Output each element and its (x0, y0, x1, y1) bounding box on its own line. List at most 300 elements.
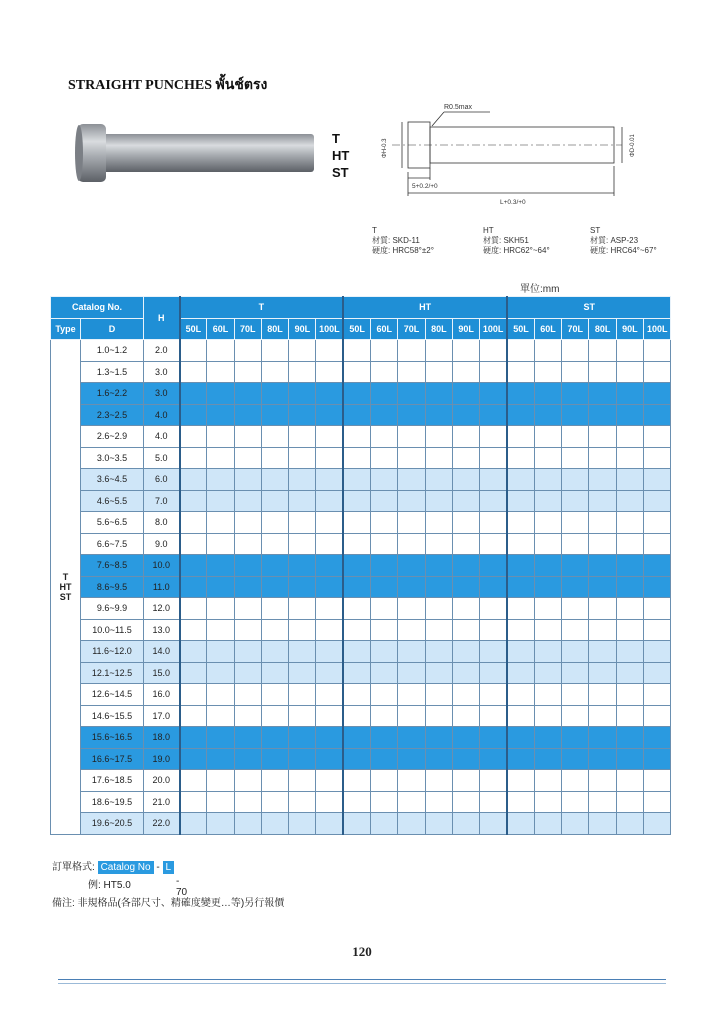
availability-cell (452, 791, 479, 813)
availability-cell (644, 447, 671, 469)
type-cell-value: HT (59, 581, 72, 592)
availability-cell (371, 598, 398, 620)
length-header: 80L (589, 318, 616, 340)
availability-cell (534, 791, 561, 813)
h-value: 10.0 (144, 555, 180, 577)
specification-table (50, 296, 671, 835)
availability-cell (589, 383, 616, 405)
availability-cell (616, 727, 643, 749)
availability-cell (343, 576, 370, 598)
availability-cell (616, 533, 643, 555)
availability-cell (562, 662, 589, 684)
availability-cell (234, 361, 261, 383)
availability-cell (289, 426, 316, 448)
availability-cell (398, 662, 425, 684)
availability-cell (616, 361, 643, 383)
availability-cell (589, 533, 616, 555)
availability-cell (371, 426, 398, 448)
availability-cell (234, 490, 261, 512)
d-value: 7.6~8.5 (81, 555, 144, 577)
availability-cell (316, 705, 343, 727)
availability-cell (289, 383, 316, 405)
availability-cell (452, 426, 479, 448)
availability-cell (343, 770, 370, 792)
availability-cell (261, 340, 288, 362)
availability-cell (507, 684, 534, 706)
length-header: 100L (480, 318, 507, 340)
availability-cell (534, 662, 561, 684)
availability-cell (180, 447, 207, 469)
availability-cell (207, 662, 234, 684)
h-value: 19.0 (144, 748, 180, 770)
availability-cell (207, 383, 234, 405)
availability-cell (616, 555, 643, 577)
availability-cell (644, 770, 671, 792)
availability-cell (507, 469, 534, 491)
order-example (88, 876, 188, 898)
group-header-st: ST (507, 297, 671, 319)
availability-cell (644, 340, 671, 362)
availability-cell (207, 727, 234, 749)
availability-cell (180, 727, 207, 749)
availability-cell (644, 791, 671, 813)
availability-cell (507, 361, 534, 383)
availability-cell (316, 361, 343, 383)
availability-cell (234, 662, 261, 684)
availability-cell (261, 383, 288, 405)
availability-cell (289, 813, 316, 835)
availability-cell (261, 598, 288, 620)
d-value: 3.0~3.5 (81, 447, 144, 469)
length-header: 50L (507, 318, 534, 340)
availability-cell (289, 727, 316, 749)
availability-cell (180, 619, 207, 641)
availability-cell (507, 598, 534, 620)
availability-cell (589, 619, 616, 641)
table-row (51, 404, 671, 426)
availability-cell (534, 512, 561, 534)
h-value: 15.0 (144, 662, 180, 684)
availability-cell (480, 576, 507, 598)
order-example-label: 例: HT5.0 (88, 880, 131, 891)
availability-cell (180, 555, 207, 577)
availability-cell (316, 490, 343, 512)
availability-cell (316, 512, 343, 534)
availability-cell (180, 684, 207, 706)
availability-cell (371, 469, 398, 491)
availability-cell (343, 490, 370, 512)
material-ht: HT 材質: SKH51 硬度: HRC62°~64° (483, 226, 550, 255)
availability-cell (562, 426, 589, 448)
availability-cell (452, 383, 479, 405)
availability-cell (480, 705, 507, 727)
head-length: 5+0.2/+0 (412, 183, 438, 190)
type-label-st: ST (332, 165, 349, 180)
length-header: 90L (452, 318, 479, 340)
availability-cell (180, 512, 207, 534)
availability-cell (343, 555, 370, 577)
d-value: 3.6~4.5 (81, 469, 144, 491)
availability-cell (616, 705, 643, 727)
availability-cell (452, 770, 479, 792)
availability-cell (644, 598, 671, 620)
availability-cell (316, 641, 343, 663)
availability-cell (289, 469, 316, 491)
availability-cell (425, 619, 452, 641)
availability-cell (261, 447, 288, 469)
availability-cell (261, 641, 288, 663)
availability-cell (371, 791, 398, 813)
h-value: 22.0 (144, 813, 180, 835)
availability-cell (398, 361, 425, 383)
d-value: 9.6~9.9 (81, 598, 144, 620)
availability-cell (534, 447, 561, 469)
table-row (51, 813, 671, 835)
availability-cell (207, 426, 234, 448)
availability-cell (480, 598, 507, 620)
availability-cell (534, 490, 561, 512)
availability-cell (398, 684, 425, 706)
availability-cell (343, 361, 370, 383)
table-row (51, 770, 671, 792)
availability-cell (534, 598, 561, 620)
availability-cell (261, 555, 288, 577)
d-value: 2.6~2.9 (81, 426, 144, 448)
availability-cell (644, 490, 671, 512)
footer-rule (58, 979, 666, 980)
d-value: 12.6~14.5 (81, 684, 144, 706)
availability-cell (589, 512, 616, 534)
availability-cell (398, 340, 425, 362)
availability-cell (289, 598, 316, 620)
availability-cell (371, 361, 398, 383)
h-value: 14.0 (144, 641, 180, 663)
availability-cell (425, 447, 452, 469)
order-note: 備注: 非規格品(各部尺寸、精確度變更…等)另行報價 (52, 898, 285, 909)
availability-cell (562, 555, 589, 577)
availability-cell (616, 426, 643, 448)
availability-cell (343, 748, 370, 770)
h-value: 7.0 (144, 490, 180, 512)
h-value: 8.0 (144, 512, 180, 534)
availability-cell (343, 469, 370, 491)
availability-cell (234, 684, 261, 706)
availability-cell (180, 426, 207, 448)
availability-cell (234, 512, 261, 534)
availability-cell (589, 447, 616, 469)
availability-cell (425, 684, 452, 706)
availability-cell (452, 705, 479, 727)
d-value: 14.6~15.5 (81, 705, 144, 727)
availability-cell (398, 555, 425, 577)
h-value: 20.0 (144, 770, 180, 792)
length-header: 70L (562, 318, 589, 340)
table-row (51, 576, 671, 598)
availability-cell (234, 791, 261, 813)
availability-cell (289, 791, 316, 813)
availability-cell (371, 555, 398, 577)
table-row (51, 705, 671, 727)
availability-cell (425, 533, 452, 555)
availability-cell (452, 619, 479, 641)
availability-cell (425, 705, 452, 727)
availability-cell (589, 813, 616, 835)
availability-cell (207, 684, 234, 706)
table-row (51, 426, 671, 448)
availability-cell (562, 469, 589, 491)
availability-cell (616, 770, 643, 792)
length-header: 90L (289, 318, 316, 340)
type-header: Type (51, 318, 81, 340)
d-value: 15.6~16.5 (81, 727, 144, 749)
h-value: 4.0 (144, 404, 180, 426)
availability-cell (180, 705, 207, 727)
availability-cell (398, 748, 425, 770)
availability-cell (371, 340, 398, 362)
availability-cell (562, 684, 589, 706)
availability-cell (507, 641, 534, 663)
availability-cell (316, 383, 343, 405)
availability-cell (207, 555, 234, 577)
availability-cell (480, 619, 507, 641)
availability-cell (371, 684, 398, 706)
availability-cell (644, 533, 671, 555)
availability-cell (207, 791, 234, 813)
availability-cell (452, 361, 479, 383)
availability-cell (589, 791, 616, 813)
availability-cell (425, 340, 452, 362)
d-value: 8.6~9.5 (81, 576, 144, 598)
availability-cell (589, 641, 616, 663)
availability-cell (234, 383, 261, 405)
availability-cell (480, 361, 507, 383)
availability-cell (562, 533, 589, 555)
availability-cell (371, 705, 398, 727)
availability-cell (343, 383, 370, 405)
availability-cell (425, 641, 452, 663)
availability-cell (534, 533, 561, 555)
availability-cell (234, 533, 261, 555)
order-length-box: L (163, 861, 175, 874)
availability-cell (616, 469, 643, 491)
availability-cell (180, 404, 207, 426)
head-dimension: ΦH-0.3 (382, 138, 388, 158)
availability-cell (507, 748, 534, 770)
d-value: 1.3~1.5 (81, 361, 144, 383)
availability-cell (644, 662, 671, 684)
availability-cell (234, 641, 261, 663)
availability-cell (562, 512, 589, 534)
availability-cell (452, 469, 479, 491)
material-st: ST 材質: ASP-23 硬度: HRC64°~67° (590, 226, 657, 255)
availability-cell (180, 770, 207, 792)
availability-cell (644, 426, 671, 448)
availability-cell (289, 361, 316, 383)
availability-cell (207, 533, 234, 555)
availability-cell (261, 426, 288, 448)
availability-cell (534, 361, 561, 383)
availability-cell (534, 813, 561, 835)
availability-cell (398, 598, 425, 620)
availability-cell (589, 705, 616, 727)
availability-cell (316, 469, 343, 491)
h-value: 2.0 (144, 340, 180, 362)
length-header: 60L (371, 318, 398, 340)
order-dash: - (156, 862, 160, 873)
availability-cell (562, 490, 589, 512)
availability-cell (562, 705, 589, 727)
availability-cell (589, 426, 616, 448)
group-header-ht: HT (343, 297, 507, 319)
availability-cell (589, 748, 616, 770)
availability-cell (234, 598, 261, 620)
availability-cell (289, 447, 316, 469)
availability-cell (398, 770, 425, 792)
availability-cell (207, 770, 234, 792)
availability-cell (261, 727, 288, 749)
availability-cell (452, 598, 479, 620)
availability-cell (452, 555, 479, 577)
availability-cell (562, 791, 589, 813)
availability-cell (425, 361, 452, 383)
availability-cell (616, 813, 643, 835)
technical-drawing (372, 100, 672, 210)
table-row (51, 469, 671, 491)
availability-cell (180, 383, 207, 405)
availability-cell (534, 641, 561, 663)
type-label (332, 130, 349, 181)
h-value: 3.0 (144, 361, 180, 383)
h-value: 5.0 (144, 447, 180, 469)
availability-cell (261, 512, 288, 534)
availability-cell (343, 340, 370, 362)
d-value: 1.0~1.2 (81, 340, 144, 362)
length-header: 100L (644, 318, 671, 340)
availability-cell (452, 447, 479, 469)
availability-cell (425, 662, 452, 684)
availability-cell (644, 512, 671, 534)
availability-cell (644, 361, 671, 383)
availability-cell (234, 770, 261, 792)
availability-cell (316, 791, 343, 813)
footer-rule-secondary (58, 983, 666, 984)
unit-label: 單位:mm (520, 284, 560, 295)
availability-cell (261, 404, 288, 426)
availability-cell (207, 361, 234, 383)
availability-cell (589, 662, 616, 684)
availability-cell (425, 598, 452, 620)
availability-cell (562, 813, 589, 835)
availability-cell (562, 576, 589, 598)
availability-cell (207, 813, 234, 835)
availability-cell (261, 469, 288, 491)
table-row (51, 512, 671, 534)
table-row (51, 748, 671, 770)
h-value: 17.0 (144, 705, 180, 727)
table-row (51, 641, 671, 663)
availability-cell (180, 576, 207, 598)
availability-cell (507, 447, 534, 469)
table-row (51, 598, 671, 620)
availability-cell (425, 748, 452, 770)
availability-cell (316, 727, 343, 749)
availability-cell (398, 447, 425, 469)
availability-cell (507, 705, 534, 727)
availability-cell (425, 727, 452, 749)
availability-cell (425, 404, 452, 426)
availability-cell (644, 813, 671, 835)
total-length: L+0.3/+0 (500, 199, 526, 206)
availability-cell (398, 533, 425, 555)
availability-cell (534, 555, 561, 577)
availability-cell (398, 426, 425, 448)
h-value: 9.0 (144, 533, 180, 555)
availability-cell (616, 791, 643, 813)
availability-cell (316, 426, 343, 448)
availability-cell (289, 641, 316, 663)
availability-cell (644, 641, 671, 663)
availability-cell (261, 490, 288, 512)
availability-cell (480, 490, 507, 512)
availability-cell (234, 748, 261, 770)
availability-cell (207, 641, 234, 663)
availability-cell (207, 340, 234, 362)
length-header: 50L (180, 318, 207, 340)
availability-cell (507, 512, 534, 534)
availability-cell (452, 662, 479, 684)
availability-cell (234, 813, 261, 835)
availability-cell (644, 404, 671, 426)
availability-cell (316, 619, 343, 641)
table-row (51, 727, 671, 749)
availability-cell (234, 340, 261, 362)
availability-cell (425, 426, 452, 448)
availability-cell (507, 727, 534, 749)
availability-cell (562, 770, 589, 792)
availability-cell (480, 555, 507, 577)
availability-cell (343, 598, 370, 620)
availability-cell (480, 512, 507, 534)
availability-cell (343, 727, 370, 749)
availability-cell (562, 619, 589, 641)
availability-cell (180, 813, 207, 835)
availability-cell (616, 512, 643, 534)
d-value: 11.6~12.0 (81, 641, 144, 663)
h-value: 16.0 (144, 684, 180, 706)
availability-cell (398, 791, 425, 813)
availability-cell (343, 426, 370, 448)
availability-cell (425, 512, 452, 534)
availability-cell (562, 727, 589, 749)
table-row (51, 447, 671, 469)
availability-cell (480, 662, 507, 684)
h-value: 12.0 (144, 598, 180, 620)
availability-cell (534, 727, 561, 749)
availability-cell (261, 684, 288, 706)
availability-cell (371, 383, 398, 405)
availability-cell (589, 770, 616, 792)
availability-cell (534, 340, 561, 362)
availability-cell (398, 404, 425, 426)
availability-cell (534, 748, 561, 770)
availability-cell (589, 490, 616, 512)
availability-cell (371, 619, 398, 641)
availability-cell (507, 813, 534, 835)
length-header: 100L (316, 318, 343, 340)
availability-cell (480, 813, 507, 835)
availability-cell (371, 770, 398, 792)
availability-cell (371, 512, 398, 534)
